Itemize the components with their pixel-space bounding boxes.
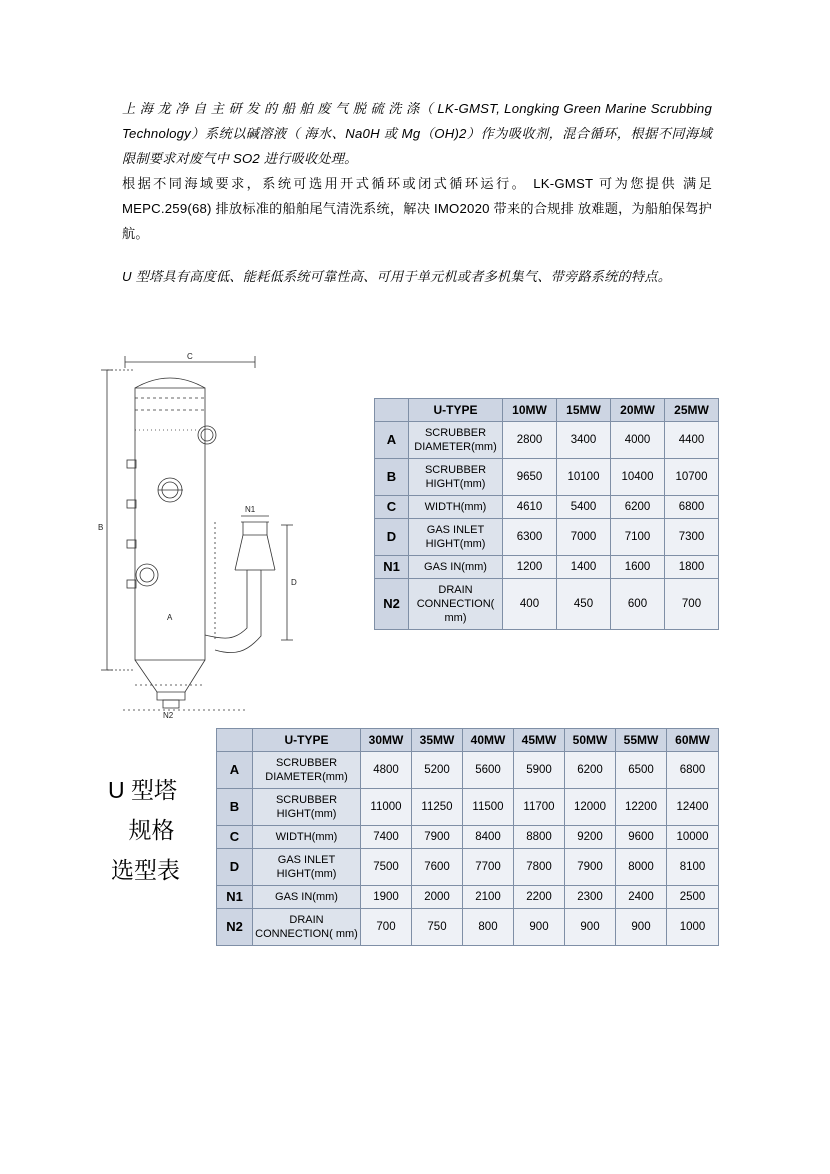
table1-row1-val1: 10100 [557,459,611,496]
table2-row0-name: SCRUBBER DIAMETER(mm) [253,752,361,789]
drawing-label-d: D [291,578,297,587]
table2-row5-val0: 700 [361,909,412,946]
table-header-row [375,399,719,422]
table1-header-2: 10MW [503,399,557,422]
table1-row5-val1: 450 [557,579,611,630]
paragraph-3: U 型塔具有高度低、能耗低系统可靠性高、可用于单元机或者多机集气、带旁路系统的特点。 [122,269,672,284]
table2-row1-val0: 11000 [361,789,412,826]
table2-row4-code: N1 [217,886,253,909]
table2-header-3: 35MW [412,729,463,752]
table-row [217,909,719,946]
table2-row3-val6: 8100 [667,849,719,886]
table1-header-3: 15MW [557,399,611,422]
table2-row4-val6: 2500 [667,886,719,909]
table1-row0-val1: 3400 [557,422,611,459]
table1-row0-name: SCRUBBER DIAMETER(mm) [409,422,503,459]
table2-row5-code: N2 [217,909,253,946]
table2-row4-val1: 2000 [412,886,463,909]
table2-row5-val2: 800 [463,909,514,946]
table-row [375,496,719,519]
table2-row4-val3: 2200 [514,886,565,909]
table1-row3-val0: 6300 [503,519,557,556]
table2-header-4: 40MW [463,729,514,752]
table1-row2-val2: 6200 [611,496,665,519]
table2-row0-code: A [217,752,253,789]
table-row [217,826,719,849]
table2-row3-val2: 7700 [463,849,514,886]
table1-row3-name: GAS INLET HIGHT(mm) [409,519,503,556]
side-label-line2: 规格 [128,817,175,843]
table2-row2-val0: 7400 [361,826,412,849]
table2-row3-val1: 7600 [412,849,463,886]
table-row [217,752,719,789]
table1-row2-val3: 6800 [665,496,719,519]
table2-row0-val2: 5600 [463,752,514,789]
table2-row0-val6: 6800 [667,752,719,789]
table2-header-7: 55MW [616,729,667,752]
table2-row4-val5: 2400 [616,886,667,909]
table1-row4-val0: 1200 [503,556,557,579]
table1-row5-val3: 700 [665,579,719,630]
table2-row1-val1: 11250 [412,789,463,826]
table1-row3-val3: 7300 [665,519,719,556]
paragraph-1: 上 海 龙 净 自 主 研 发 的 船 舶 废 气 脱 硫 洗 涤（ LK-GMST, Longking Green Marine Scrubbing Technology）系统以碱溶液（ 海水、Na0H 或 Mg（OH)2）作为吸收剂，混合循环，根据不同海域限制要求对废气中 SO2 进行吸收处理。 [122,101,712,166]
u-type-scrubber-drawing [95,340,345,720]
table1-row4-val1: 1400 [557,556,611,579]
table1-row5-code: N2 [375,579,409,630]
table2-row3-code: D [217,849,253,886]
side-label-line1: U 型塔 [108,777,177,803]
table1-row0-val0: 2800 [503,422,557,459]
side-label-line3: 选型表 [111,857,180,883]
table1-header-1: U-TYPE [409,399,503,422]
table2-row0-val3: 5900 [514,752,565,789]
table1-row4-val2: 1600 [611,556,665,579]
table2-row4-name: GAS IN(mm) [253,886,361,909]
table2-row2-val6: 10000 [667,826,719,849]
table2-row1-val2: 11500 [463,789,514,826]
table2-row3-name: GAS INLET HIGHT(mm) [253,849,361,886]
table1-row4-name: GAS IN(mm) [409,556,503,579]
table2-row5-name: DRAIN CONNECTION( mm) [253,909,361,946]
drawing-label-c: C [187,352,193,361]
table1-row1-name: SCRUBBER HIGHT(mm) [409,459,503,496]
table2-row3-val3: 7800 [514,849,565,886]
table2-row1-val3: 11700 [514,789,565,826]
table2-row4-val0: 1900 [361,886,412,909]
table2-header-8: 60MW [667,729,719,752]
table2-row0-val5: 6500 [616,752,667,789]
table2-row4-val4: 2300 [565,886,616,909]
drawing-label-a: A [167,613,173,622]
table2-row1-val5: 12200 [616,789,667,826]
spec-table-30mw-60mw [216,728,719,946]
table2-header-6: 50MW [565,729,616,752]
table1-row2-val1: 5400 [557,496,611,519]
table2-row2-name: WIDTH(mm) [253,826,361,849]
table1-row2-name: WIDTH(mm) [409,496,503,519]
table2-header-0 [217,729,253,752]
table2-row2-val3: 8800 [514,826,565,849]
table-header-row [217,729,719,752]
table2-row3-val4: 7900 [565,849,616,886]
table1-row3-val2: 7100 [611,519,665,556]
intro-text-block [122,96,712,289]
table2-row2-code: C [217,826,253,849]
table2-row1-val4: 12000 [565,789,616,826]
table2-row2-val2: 8400 [463,826,514,849]
drawing-label-b: B [98,523,104,532]
table2-row3-val5: 8000 [616,849,667,886]
table-row [375,579,719,630]
table-row [375,459,719,496]
table2-row2-val1: 7900 [412,826,463,849]
table-row [375,556,719,579]
table-row [217,849,719,886]
table2-row0-val1: 5200 [412,752,463,789]
table2-row5-val1: 750 [412,909,463,946]
table1-row0-code: A [375,422,409,459]
table2-row3-val0: 7500 [361,849,412,886]
table1-row1-val3: 10700 [665,459,719,496]
table1-header-5: 25MW [665,399,719,422]
table2-row0-val0: 4800 [361,752,412,789]
table-row [375,422,719,459]
table1-row0-val3: 4400 [665,422,719,459]
table1-row4-val3: 1800 [665,556,719,579]
table1-row1-val0: 9650 [503,459,557,496]
table1-header-0 [375,399,409,422]
table2-row1-code: B [217,789,253,826]
table1-row2-val0: 4610 [503,496,557,519]
table-row [375,519,719,556]
drawing-label-n2: N2 [163,711,174,720]
table2-header-5: 45MW [514,729,565,752]
table2-header-1: U-TYPE [253,729,361,752]
table1-row1-code: B [375,459,409,496]
table2-row5-val5: 900 [616,909,667,946]
table2-row1-val6: 12400 [667,789,719,826]
table1-row5-val2: 600 [611,579,665,630]
table1-row1-val2: 10400 [611,459,665,496]
table2-row2-val5: 9600 [616,826,667,849]
drawing-label-n1: N1 [245,505,256,514]
table2-header-2: 30MW [361,729,412,752]
table1-row2-code: C [375,496,409,519]
table2-row1-name: SCRUBBER HIGHT(mm) [253,789,361,826]
table2-row4-val2: 2100 [463,886,514,909]
table2-row0-val4: 6200 [565,752,616,789]
table1-row0-val2: 4000 [611,422,665,459]
table-row [217,789,719,826]
table-row [217,886,719,909]
table2-row5-val3: 900 [514,909,565,946]
table2-row5-val6: 1000 [667,909,719,946]
table1-row5-val0: 400 [503,579,557,630]
spec-table-10mw-25mw [374,398,719,630]
table1-row4-code: N1 [375,556,409,579]
table1-row5-name: DRAIN CONNECTION( mm) [409,579,503,630]
table1-row3-val1: 7000 [557,519,611,556]
table2-row5-val4: 900 [565,909,616,946]
table1-row3-code: D [375,519,409,556]
paragraph-2: 根据不同海域要求，系统可选用开式循环或闭式循环运行。 LK-GMST 可为您提供 满足 MEPC.259(68) 排放标准的船舶尾气清洗系统，解决 IMO2020 带来的合规排 放难题，为船舶保驾护航。 [122,176,712,241]
table2-row2-val4: 9200 [565,826,616,849]
side-label [70,770,215,890]
table1-header-4: 20MW [611,399,665,422]
